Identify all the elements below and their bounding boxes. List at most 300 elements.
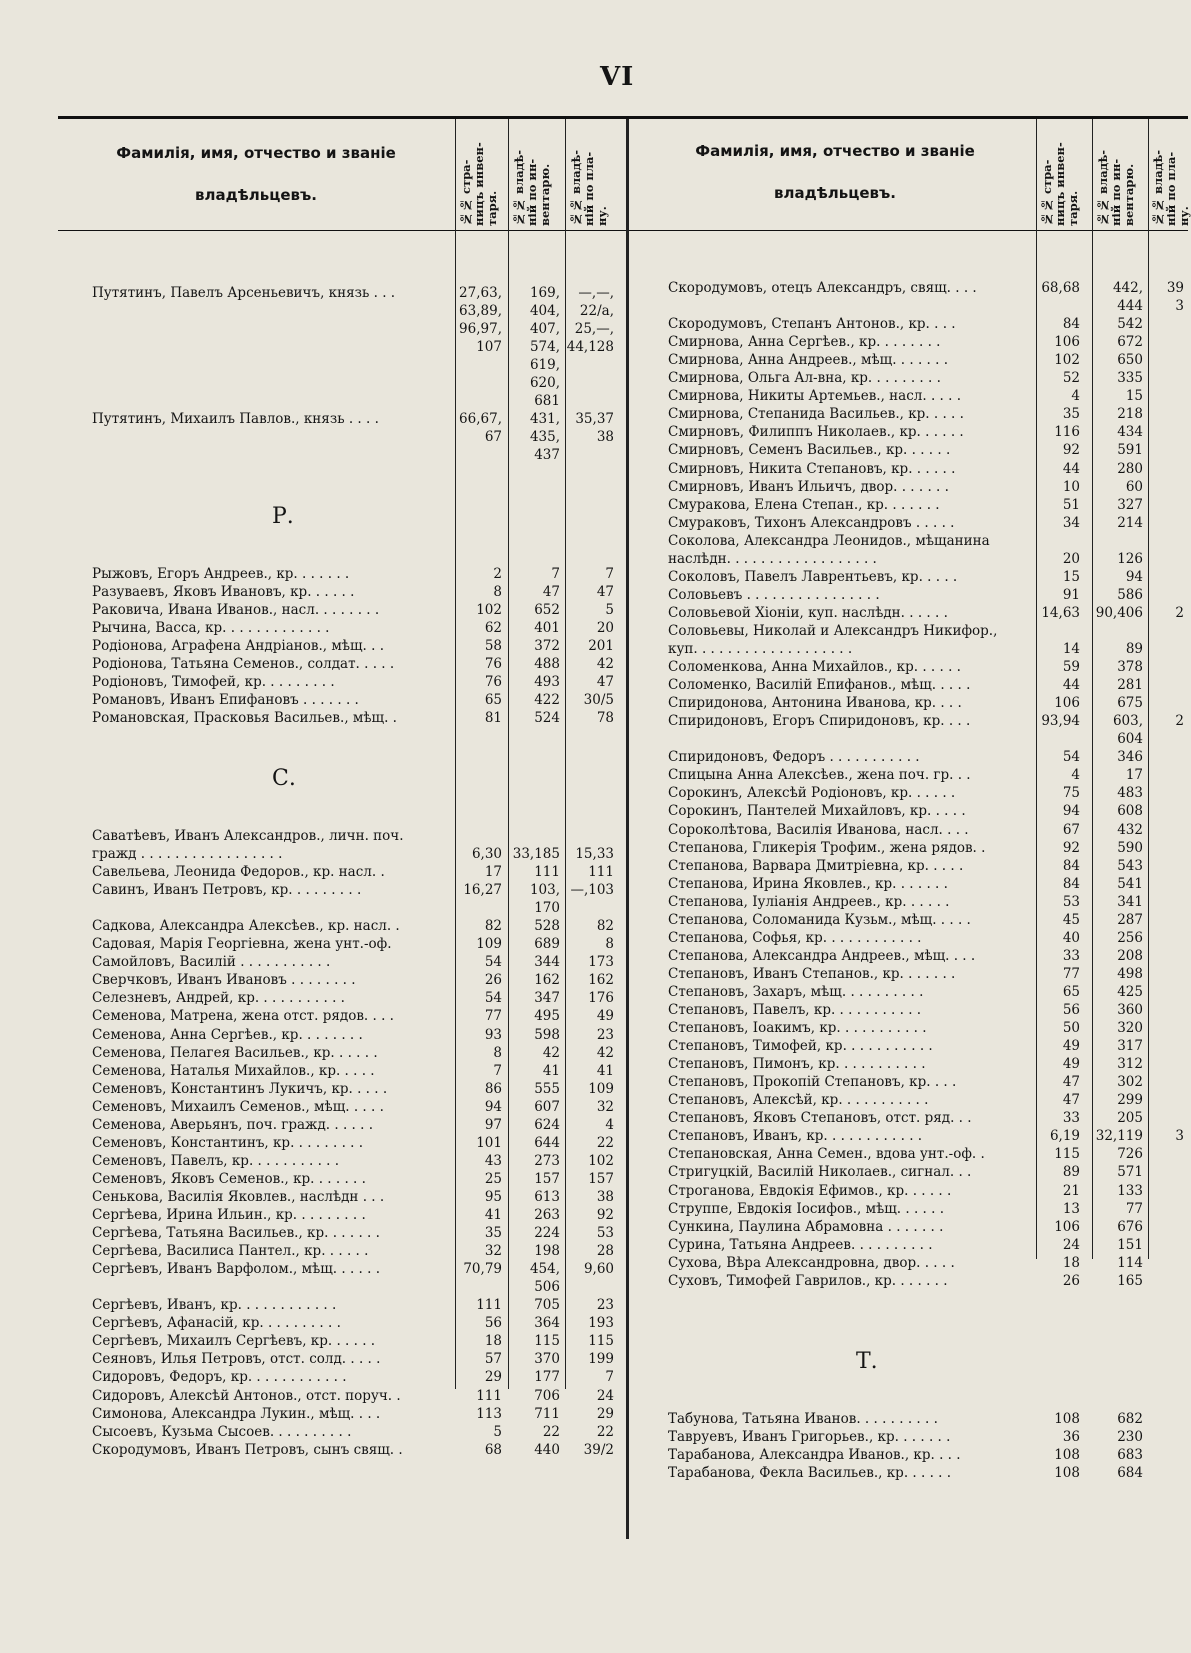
- page-number-cell: 26: [1062, 1272, 1080, 1289]
- register-row: [668, 657, 1184, 677]
- register-row: [668, 386, 1184, 406]
- register-row: [92, 301, 612, 321]
- inventory-holding-cell: 488: [534, 655, 560, 672]
- page-number-cell: 52: [1062, 370, 1080, 387]
- owner-name: Смирнова, Никиты Артемьев., насл. . . . .: [668, 388, 961, 405]
- page-number-cell: 49: [1062, 1038, 1080, 1055]
- owner-name: Савинъ, Иванъ Петровъ, кр. . . . . . . . .: [92, 882, 362, 899]
- register-row: [92, 582, 612, 602]
- owner-name: Сидоровъ, Федоръ, кр. . . . . . . . . . . .: [92, 1369, 347, 1386]
- owner-name: Симонова, Александра Лукин., мѣщ. . . .: [92, 1405, 381, 1422]
- page-number-cell: 44: [1062, 460, 1080, 477]
- inventory-holding-cell: 169,: [529, 285, 560, 301]
- page-number-cell: 82: [484, 918, 502, 935]
- plan-holding-cell: 39: [1166, 280, 1184, 296]
- name-column-header: [636, 130, 1034, 214]
- page-number-cell: 44: [1062, 677, 1080, 694]
- page-number-cell: 67: [1062, 821, 1080, 838]
- plan-holding-cell: 47: [596, 583, 614, 600]
- inventory-holding-cell: 111: [534, 864, 560, 881]
- plan-holding-cell: 176: [588, 990, 614, 1007]
- owner-name: Семеновъ, Михаилъ Семенов., мѣщ. . . . .: [92, 1098, 384, 1115]
- plan-holding-cell: 7: [605, 1369, 614, 1386]
- page-number-cell: 102: [476, 601, 502, 618]
- owner-name: Смирновъ, Филиппъ Николаев., кр. . . . . .: [668, 424, 964, 441]
- page-number-cell: 66,67,: [459, 411, 502, 428]
- register-row: [668, 729, 1184, 749]
- owner-name: Тарабанова, Александра Иванов., кр. . . .: [668, 1446, 961, 1463]
- register-row: [668, 801, 1184, 821]
- header-line-1: Фамилія, имя, отчество и званіе: [116, 144, 396, 162]
- page-number-cell: 25: [484, 1170, 502, 1187]
- inventory-holding-cell: 133: [1117, 1182, 1143, 1199]
- register-row: [92, 427, 612, 447]
- register-row: [668, 1126, 1184, 1146]
- inventory-holding-cell: 624: [534, 1116, 560, 1133]
- page-number-cell: 84: [1062, 875, 1080, 892]
- owner-name: Смирновъ, Семенъ Васильев., кр. . . . . .: [668, 442, 951, 459]
- inventory-holding-cell: 256: [1117, 929, 1143, 946]
- register-row: [92, 1386, 612, 1406]
- owner-name: Спиридоновъ, Егоръ Спиридоновъ, кр. . . .: [668, 713, 971, 730]
- owner-name: Соловьевъ . . . . . . . . . . . . . . . .: [668, 586, 880, 603]
- owner-name: Путятинъ, Павелъ Арсеньевичъ, князь . . .: [92, 285, 396, 301]
- register-row: [92, 708, 612, 728]
- owner-name: Степанова, Ирина Яковлев., кр. . . . . . .: [668, 875, 948, 892]
- plan-holding-cell: —,103: [570, 882, 614, 899]
- register-row: [668, 332, 1184, 352]
- register-row: [668, 1463, 1184, 1483]
- page-number-cell: 40: [1062, 929, 1080, 946]
- page-number-cell: 13: [1062, 1200, 1080, 1217]
- inventory-holding-cell: 320: [1117, 1020, 1143, 1037]
- inventory-holding-cell: 675: [1117, 695, 1143, 712]
- plan-holding-cell: 173: [588, 954, 614, 971]
- owner-name: Сергѣевъ, Иванъ Варфолом., мѣщ. . . . . .: [92, 1261, 381, 1278]
- register-row: [92, 672, 612, 692]
- owner-name: Сергѣева, Татьяна Васильев., кр. . . . . . .: [92, 1225, 380, 1242]
- plan-holding-cell: 9,60: [583, 1261, 614, 1278]
- owner-name: Соловьевы, Николай и Александръ Никифор.,: [668, 622, 998, 639]
- register-row: [92, 1006, 612, 1026]
- plan-holding-cell: 115: [588, 1333, 614, 1350]
- page-number-cell: 84: [1062, 316, 1080, 333]
- page-number-cell: 67: [484, 429, 502, 446]
- page-number-cell: 16,27: [463, 882, 502, 899]
- inventory-holding-cell: 89: [1125, 641, 1143, 657]
- register-row: [668, 350, 1184, 370]
- inventory-holding-cell: 114: [1117, 1254, 1143, 1271]
- owner-name: Раковича, Ивана Иванов., насл. . . . . . . .: [92, 601, 380, 618]
- register-row: [668, 1072, 1184, 1092]
- inventory-holding-cell: 434: [1117, 424, 1143, 441]
- plan-holding-cell: 22/а,: [579, 303, 614, 320]
- inventory-holding-cell: 604: [1117, 731, 1143, 748]
- page-number-cell: 2: [493, 565, 502, 582]
- owner-name: Сергѣевъ, Михаилъ Сергѣевъ, кр. . . . . .: [92, 1333, 376, 1350]
- owner-name: Строганова, Евдокія Ефимов., кр. . . . . .: [668, 1182, 952, 1199]
- owner-name: Сурина, Татьяна Андреев. . . . . . . . . .: [668, 1236, 933, 1253]
- table-top-rule: [58, 116, 1188, 119]
- inventory-holding-cell: 94: [1125, 568, 1143, 585]
- register-row: [92, 1187, 612, 1207]
- page-number-cell: 56: [484, 1315, 502, 1332]
- register-row: [668, 404, 1184, 424]
- plan-holding-cell: 5: [605, 601, 614, 618]
- inventory-holding-cell: 555: [534, 1080, 560, 1097]
- inventory-holding-cell: 571: [1117, 1164, 1143, 1181]
- register-row: [92, 445, 612, 465]
- inventory-holding-cell: 370: [534, 1351, 560, 1368]
- inventory-holding-cell: 435,: [529, 429, 560, 446]
- owner-name: Семенова, Анна Сергѣев., кр. . . . . . . .: [92, 1026, 363, 1043]
- holdings-inventory-column-header: №№ владѣ- ній по ин- вентарю.: [512, 149, 552, 226]
- page-number-cell: 97: [484, 1116, 502, 1133]
- inventory-holding-cell: 495: [534, 1008, 560, 1025]
- page-number-cell: 8: [493, 1044, 502, 1061]
- register-row: [668, 1235, 1184, 1255]
- page-number-cell: 84: [1062, 857, 1080, 874]
- register-row: [92, 1295, 612, 1315]
- owner-name: Скородумовъ, отецъ Александръ, свящ. . . .: [668, 280, 977, 296]
- owner-name: Семеновъ, Павелъ, кр. . . . . . . . . . .: [92, 1152, 340, 1169]
- owner-name: Смураковъ, Тихонъ Александровъ . . . . .: [668, 514, 955, 531]
- page-number-cell: 36: [1062, 1428, 1080, 1445]
- page-number-cell: 41: [484, 1207, 502, 1223]
- page-number-cell: 47: [1062, 1092, 1080, 1109]
- register-row: [92, 1097, 612, 1117]
- inventory-holding-cell: 650: [1117, 352, 1143, 369]
- inventory-holding-cell: 335: [1117, 370, 1143, 387]
- register-row: [92, 319, 612, 339]
- owner-name: куп. . . . . . . . . . . . . . . . . . .: [668, 641, 853, 657]
- owner-name: Сидоровъ, Алексѣй Антонов., отст. поруч. .: [92, 1387, 401, 1404]
- page-number-cell: 93: [484, 1026, 502, 1043]
- owner-name: Степановъ, Іоакимъ, кр. . . . . . . . . . .: [668, 1020, 927, 1037]
- owner-name: Степанова, Варвара Дмитріевна, кр. . . . .: [668, 857, 964, 874]
- inventory-holding-cell: 590: [1117, 839, 1143, 856]
- owner-name: Смирнова, Анна Андреев., мѣщ. . . . . . .: [668, 352, 948, 369]
- inventory-holding-cell: 205: [1117, 1110, 1143, 1127]
- inventory-holding-cell: 42: [542, 1044, 560, 1061]
- page-number-cell: 68,68: [1041, 280, 1080, 296]
- inventory-holding-cell: 90,406: [1095, 604, 1143, 621]
- page-number-cell: 65: [484, 691, 502, 708]
- register-row: [668, 1217, 1184, 1237]
- inventory-holding-cell: 364: [534, 1315, 560, 1332]
- page-number-cell: 21: [1062, 1182, 1080, 1199]
- page-number-cell: 107: [476, 339, 502, 356]
- inventory-holding-cell: 17: [1125, 767, 1143, 784]
- owner-name: Соломенкова, Анна Михайлов., кр. . . . . .: [668, 659, 961, 676]
- owner-name: Скородумовъ, Иванъ Петровъ, сынъ свящ. .: [92, 1441, 403, 1458]
- page-number-cell: 54: [484, 954, 502, 971]
- plan-holding-cell: 49: [596, 1008, 614, 1025]
- owner-name: Соколовъ, Павелъ Лаврентьевъ, кр. . . . .: [668, 568, 958, 585]
- page-number-cell: 109: [476, 936, 502, 953]
- holdings-plan-column-header: №№ владѣ- ній по пла- ну.: [569, 149, 609, 226]
- inventory-holding-cell: 528: [534, 918, 560, 935]
- register-row: [668, 1409, 1184, 1429]
- page-number-cell: 54: [484, 990, 502, 1007]
- inventory-holding-cell: 598: [534, 1026, 560, 1043]
- page-number-cell: 62: [484, 619, 502, 636]
- inventory-holding-cell: 652: [534, 601, 560, 618]
- plan-holding-cell: 30/5: [583, 691, 614, 708]
- owner-name: Сенькова, Василія Яковлев., наслѣдн . . .: [92, 1188, 385, 1205]
- page-number-cell: 32: [484, 1243, 502, 1260]
- owner-name: Родіонова, Татьяна Семенов., солдат. . . . .: [92, 655, 395, 672]
- inventory-holding-cell: 32,119: [1095, 1128, 1143, 1145]
- inventory-holding-cell: 157: [534, 1170, 560, 1187]
- register-row: [668, 856, 1184, 876]
- plan-holding-cell: 42: [596, 655, 614, 672]
- plan-holding-cell: 8: [605, 936, 614, 953]
- owner-name: Романовъ, Иванъ Епифановъ . . . . . . .: [92, 691, 359, 708]
- plan-holding-cell: 2: [1175, 713, 1184, 730]
- owner-name: Путятинъ, Михаилъ Павлов., князь . . . .: [92, 411, 379, 428]
- plan-holding-cell: 3: [1175, 298, 1184, 315]
- register-row: [668, 946, 1184, 966]
- page-number-cell: 63,89,: [459, 303, 502, 320]
- owner-name: Разуваевъ, Яковъ Ивановъ, кр. . . . . .: [92, 583, 355, 600]
- register-row: [92, 1205, 612, 1225]
- page-number-cell: 56: [1062, 1002, 1080, 1018]
- plan-holding-cell: 102: [588, 1152, 614, 1169]
- inventory-holding-cell: 60: [1125, 478, 1143, 495]
- register-row: [668, 585, 1184, 605]
- plan-holding-cell: 25,—,: [574, 321, 614, 338]
- page-number-cell: 6,30: [471, 846, 502, 862]
- page-number-cell: 24: [1062, 1236, 1080, 1253]
- inventory-holding-cell: 7: [551, 565, 560, 582]
- inventory-holding-cell: 263: [534, 1207, 560, 1223]
- register-row: [668, 747, 1184, 767]
- register-row: [92, 409, 612, 429]
- plan-holding-cell: —,—,: [578, 285, 614, 301]
- owner-name: Семенова, Аверьянъ, поч. гражд. . . . . .: [92, 1116, 373, 1133]
- page-number-cell: 14,63: [1041, 604, 1080, 621]
- register-row: [668, 1090, 1184, 1110]
- page-number-cell: 6,19: [1049, 1128, 1080, 1145]
- inventory-holding-cell: 726: [1117, 1146, 1143, 1163]
- page-number-cell: 33: [1062, 947, 1080, 964]
- page-number-cell: 116: [1054, 424, 1080, 441]
- page-number-cell: 33: [1062, 1110, 1080, 1127]
- owner-name: Смирнова, Анна Сергѣев., кр. . . . . . . .: [668, 334, 941, 351]
- page-number-cell: 35: [1062, 406, 1080, 423]
- page-number-cell: 92: [1062, 442, 1080, 459]
- owner-name: Сысоевъ, Кузьма Сысоев. . . . . . . . . .: [92, 1423, 352, 1440]
- register-row: [92, 826, 612, 846]
- page-number-cell: 53: [1062, 893, 1080, 910]
- page-number-cell: 58: [484, 637, 502, 654]
- owner-name: Степанова, Іуліанія Андреев., кр. . . . . .: [668, 893, 950, 910]
- owner-name: Романовская, Прасковья Васильев., мѣщ. .: [92, 709, 397, 726]
- register-row: [92, 970, 612, 990]
- register-row: [668, 1253, 1184, 1273]
- page-number-cell: 92: [1062, 839, 1080, 856]
- plan-holding-cell: 92: [596, 1207, 614, 1223]
- register-row: [668, 1144, 1184, 1164]
- plan-holding-cell: 53: [596, 1225, 614, 1242]
- owner-name: Сеяновъ, Илья Петровъ, отст. солд. . . . .: [92, 1351, 381, 1368]
- inventory-holding-cell: 493: [534, 673, 560, 690]
- register-row: [92, 1367, 612, 1387]
- register-row: [92, 355, 612, 375]
- register-row: [92, 916, 612, 936]
- inventory-holding-cell: 312: [1117, 1056, 1143, 1073]
- owner-name: Смуракова, Елена Степан., кр. . . . . . .: [668, 496, 940, 513]
- page-number-cell: 115: [1054, 1146, 1080, 1163]
- inventory-holding-cell: 613: [534, 1188, 560, 1205]
- register-row: [92, 373, 612, 393]
- page-number-cell: 81: [484, 709, 502, 726]
- page-number-cell: 111: [476, 1297, 502, 1314]
- owner-name: Степанова, Софья, кр. . . . . . . . . . . .: [668, 929, 922, 946]
- owner-name: Сорокинъ, Пантелей Михайловъ, кр. . . . .: [668, 803, 966, 820]
- inventory-holding-cell: 431,: [529, 411, 560, 428]
- inventory-holding-cell: 644: [534, 1134, 560, 1151]
- inventory-holding-cell: 372: [534, 637, 560, 654]
- page-number-cell: 14: [1062, 641, 1080, 657]
- inventory-holding-cell: 177: [534, 1369, 560, 1386]
- register-row: [668, 368, 1184, 388]
- register-row: [92, 600, 612, 620]
- holdings-plan-column-header: №№ владѣ- ній по пла- ну.: [1151, 149, 1191, 226]
- register-row: [92, 564, 612, 584]
- register-row: [92, 1043, 612, 1063]
- plan-holding-cell: 32: [596, 1098, 614, 1115]
- plan-holding-cell: 23: [596, 1297, 614, 1314]
- page-number-cell: 8: [493, 583, 502, 600]
- page-number-cell: 86: [484, 1080, 502, 1097]
- inventory-holding-cell: 218: [1117, 406, 1143, 423]
- inventory-holding-cell: 198: [534, 1243, 560, 1260]
- register-row: [668, 910, 1184, 930]
- register-row: [92, 1349, 612, 1369]
- page-number-cell: 50: [1062, 1020, 1080, 1037]
- plan-holding-cell: 20: [596, 619, 614, 636]
- inventory-holding-cell: 498: [1117, 965, 1143, 982]
- page-number-cell: 4: [1071, 388, 1080, 405]
- owner-name: Сухова, Вѣра Александровна, двор. . . . .: [668, 1254, 955, 1271]
- inventory-holding-cell: 442,: [1112, 280, 1143, 296]
- register-row: [668, 783, 1184, 803]
- inventory-holding-cell: 524: [534, 709, 560, 726]
- register-row: [668, 1000, 1184, 1020]
- page-number-cell: 77: [484, 1008, 502, 1025]
- register-row: [92, 1331, 612, 1351]
- owner-name: Сергѣевъ, Афанасій, кр. . . . . . . . . .: [92, 1315, 341, 1332]
- plan-holding-cell: 199: [588, 1351, 614, 1368]
- owner-name: Соловьевой Хіоніи, куп. наслѣдн. . . . . .: [668, 604, 948, 621]
- page-number-cell: 89: [1062, 1164, 1080, 1181]
- register-row: [668, 314, 1184, 334]
- register-row: [92, 391, 612, 411]
- inventory-holding-cell: 162: [534, 972, 560, 989]
- inventory-holding-cell: 214: [1117, 514, 1143, 531]
- register-row: [92, 1169, 612, 1189]
- register-row: [92, 1223, 612, 1243]
- register-row: [92, 1079, 612, 1099]
- owner-name: Садкова, Александра Алексѣев., кр. насл. .: [92, 918, 400, 935]
- owner-name: Тарабанова, Фекла Васильев., кр. . . . . .: [668, 1464, 952, 1481]
- inventory-holding-cell: 281: [1117, 677, 1143, 694]
- register-row: [668, 567, 1184, 587]
- page-number-cell: 75: [1062, 785, 1080, 802]
- inventory-holding-cell: 347: [534, 990, 560, 1007]
- register-row: [668, 928, 1184, 948]
- inventory-holding-cell: 432: [1117, 821, 1143, 838]
- plan-holding-cell: 38: [596, 1188, 614, 1205]
- inventory-holding-cell: 437: [534, 447, 560, 464]
- register-row: [668, 639, 1184, 659]
- inventory-holding-cell: 15: [1125, 388, 1143, 405]
- owner-name: Сорокинъ, Алексѣй Родіоновъ, кр. . . . . .: [668, 785, 956, 802]
- register-row: [668, 296, 1184, 316]
- inventory-holding-cell: 378: [1117, 659, 1143, 676]
- page-number-cell: 108: [1054, 1446, 1080, 1463]
- inventory-holding-cell: 115: [534, 1333, 560, 1350]
- register-row: [668, 1445, 1184, 1465]
- owner-name: Смирнова, Ольга Ал-вна, кр. . . . . . . . .: [668, 370, 941, 387]
- register-row: [668, 820, 1184, 840]
- owner-name: Степанова, Соломанида Кузьм., мѣщ. . . . .: [668, 911, 971, 928]
- inventory-holding-cell: 591: [1117, 442, 1143, 459]
- page-number-cell: 17: [484, 864, 502, 881]
- inventory-holding-cell: 327: [1117, 496, 1143, 513]
- page-number-cell: 94: [1062, 803, 1080, 820]
- owner-name: Степановская, Анна Семен., вдова унт.-оф. .: [668, 1146, 985, 1163]
- register-row: [92, 1241, 612, 1261]
- header-line-2: владѣльцевъ.: [195, 186, 317, 204]
- owner-name: Степанова, Александра Андреев., мѣщ. . . .: [668, 947, 976, 964]
- register-row: [668, 693, 1184, 713]
- register-row: [668, 459, 1184, 479]
- owner-name: Рычина, Васса, кр. . . . . . . . . . . . .: [92, 619, 330, 636]
- inventory-holding-cell: 444: [1117, 298, 1143, 315]
- inventory-holding-cell: 454,: [529, 1261, 560, 1278]
- plan-holding-cell: 22: [596, 1423, 614, 1440]
- register-row: [92, 880, 612, 900]
- page-number-cell: 70,79: [463, 1261, 502, 1278]
- owner-name: Савельева, Леонида Федоров., кр. насл. .: [92, 864, 385, 881]
- inventory-holding-cell: 689: [534, 936, 560, 953]
- page-number-cell: 49: [1062, 1056, 1080, 1073]
- table-header-rule: [58, 230, 1188, 231]
- register-row: [668, 440, 1184, 460]
- holdings-inventory-column-header: №№ владѣ- ній по ин- вентарю.: [1096, 149, 1136, 226]
- plan-holding-cell: 3: [1175, 1128, 1184, 1145]
- owner-name: Суховъ, Тимофей Гаврилов., кр. . . . . . .: [668, 1272, 948, 1289]
- plan-holding-cell: 162: [588, 972, 614, 989]
- register-row: [92, 1404, 612, 1424]
- owner-name: Спицына Анна Алексѣев., жена поч. гр. . .: [668, 767, 971, 784]
- owner-name: Сункина, Паулина Абрамовна . . . . . . .: [668, 1218, 944, 1235]
- register-row: [668, 422, 1184, 442]
- register-row: [92, 898, 612, 918]
- inventory-holding-cell: 302: [1117, 1074, 1143, 1091]
- page-number: VI: [600, 62, 635, 92]
- owner-name: Спиридонова, Антонина Иванова, кр. . . .: [668, 695, 962, 712]
- register-row: [668, 278, 1184, 298]
- page-number-cell: 76: [484, 673, 502, 690]
- page-number-cell: 27,63,: [459, 285, 502, 301]
- inventory-holding-cell: 542: [1117, 316, 1143, 333]
- inventory-holding-cell: 407,: [529, 321, 560, 338]
- section-letter: Т.: [856, 1348, 878, 1374]
